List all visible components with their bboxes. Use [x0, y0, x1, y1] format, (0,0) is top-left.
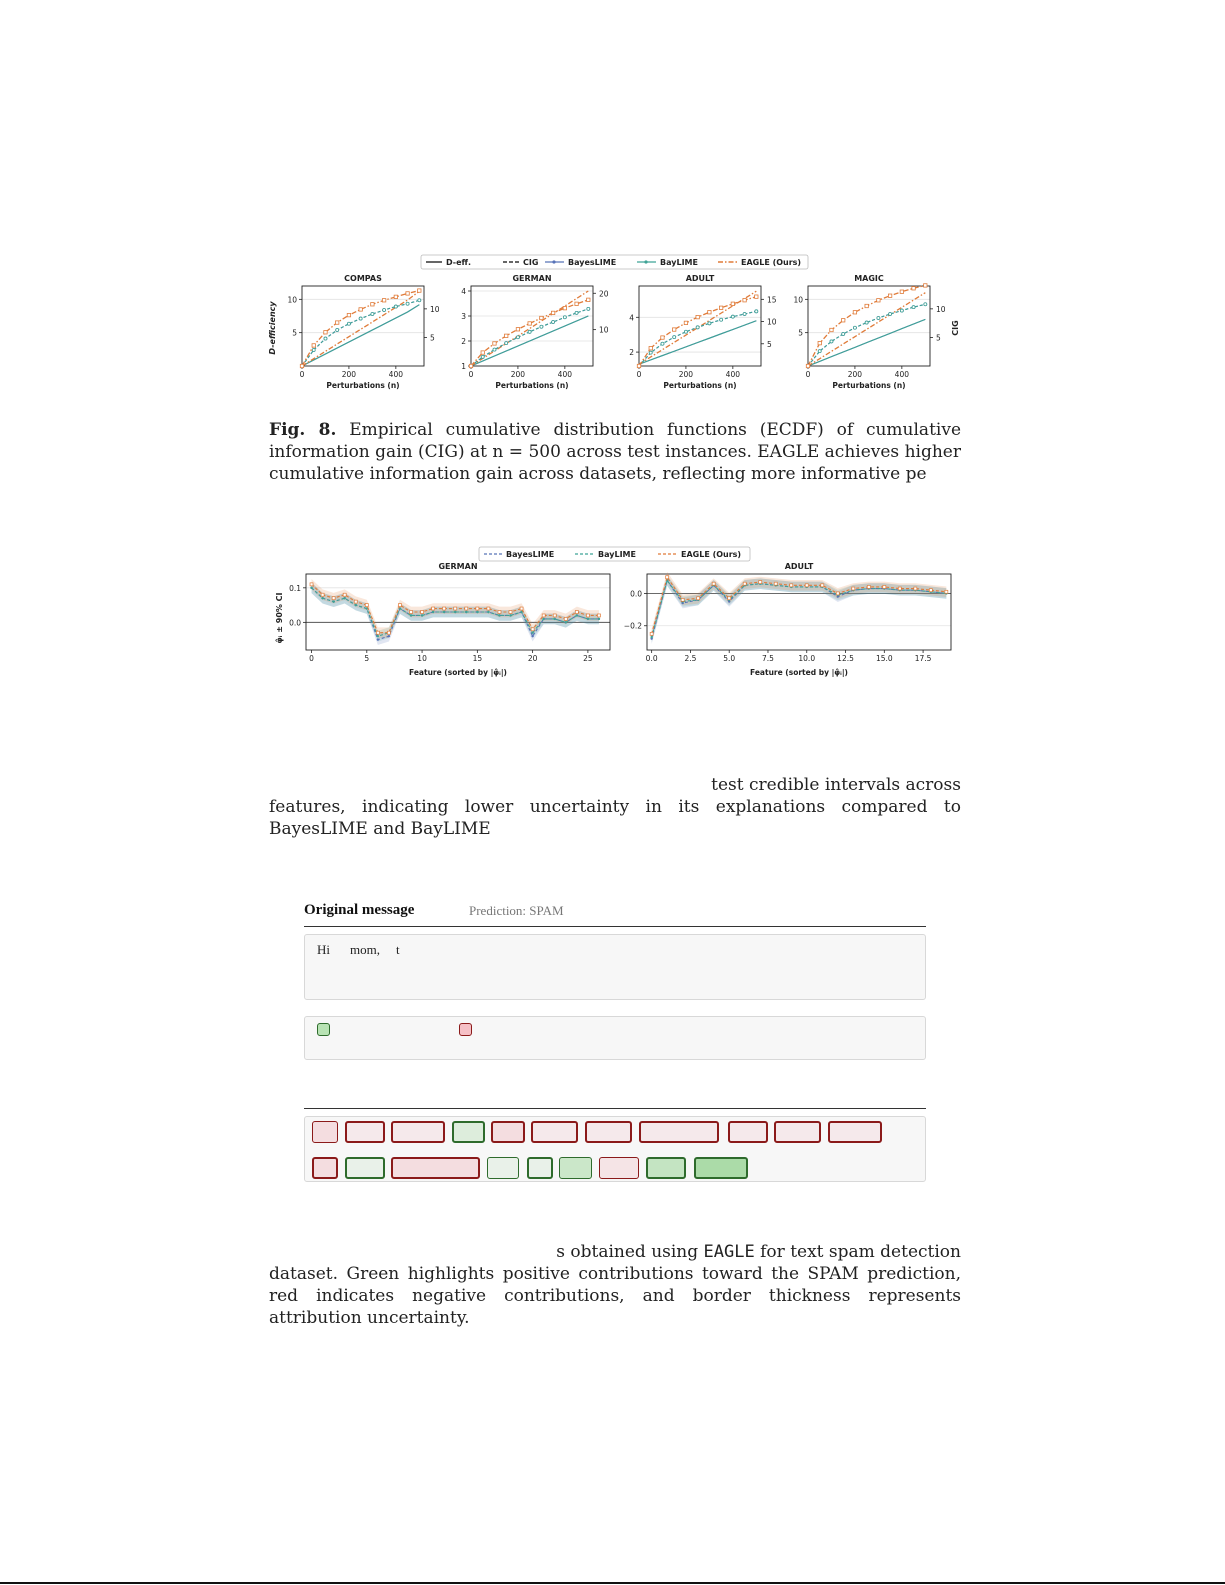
positive-token: [345, 1157, 385, 1179]
chart-title: GERMAN: [438, 562, 478, 571]
data-point: [355, 604, 357, 606]
data-point: [877, 317, 880, 320]
fig8-caption-label: Fig. 8.: [269, 420, 337, 440]
data-point: [377, 638, 379, 640]
data-point: [774, 582, 777, 585]
x-tick-label: 12.5: [837, 654, 854, 663]
data-point: [673, 336, 676, 339]
token-panel-divider: [304, 1108, 926, 1109]
data-point: [681, 598, 684, 601]
fig9-y-axis-label: φ̂ᵢ ± 90% CI: [275, 592, 284, 644]
data-point: [712, 582, 715, 585]
data-point: [528, 330, 531, 333]
data-point: [853, 311, 856, 314]
data-point: [684, 330, 687, 333]
data-point: [898, 587, 901, 590]
token-panel: [304, 1116, 926, 1182]
chart-title: MAGIC: [854, 274, 884, 283]
negative-token: [585, 1121, 632, 1143]
data-point: [867, 585, 870, 588]
y-tick-label: 10: [793, 295, 803, 305]
data-point: [310, 583, 313, 586]
x-tick-label: 0: [636, 370, 642, 379]
legend-cig: CIG: [523, 258, 539, 267]
x-tick-label: 0: [309, 654, 314, 663]
data-point: [563, 316, 566, 319]
x-axis-label: Feature (sorted by |φ̂ᵢ|): [409, 668, 507, 677]
series-line: [302, 291, 419, 366]
data-point: [498, 614, 500, 616]
y2-tick-label: 10: [430, 304, 440, 314]
x-tick-label: 7.5: [762, 654, 774, 663]
legend9-baylime: BayLIME: [598, 550, 636, 559]
negative-token: [391, 1121, 445, 1143]
data-point: [900, 309, 903, 312]
positive-token: [527, 1157, 553, 1179]
series-line: [808, 304, 925, 366]
data-point: [476, 611, 478, 613]
data-point: [540, 316, 543, 319]
fig10-prediction: Prediction: SPAM: [469, 903, 564, 918]
data-point: [324, 337, 327, 340]
data-point: [696, 315, 699, 318]
x-tick-label: 5.0: [723, 654, 736, 663]
x-tick-label: 20: [527, 654, 538, 663]
y-tick-label: 2: [629, 348, 634, 358]
data-point: [790, 584, 793, 587]
x-tick-label: 200: [847, 370, 863, 379]
fig9-caption-rest: features, indicating lower uncertainty in its explanations compared to BayesLIME and BayLIME: [269, 797, 961, 839]
data-point: [481, 351, 484, 354]
x-tick-label: 0: [805, 370, 811, 379]
negative-token: [491, 1121, 525, 1143]
y-tick-label: 0.0: [289, 618, 301, 628]
data-point: [637, 364, 640, 367]
x-tick-label: 400: [388, 370, 404, 379]
data-point: [743, 299, 746, 302]
figure-8: [0, 250, 1225, 405]
data-point: [587, 298, 590, 301]
negative-token: [312, 1157, 338, 1179]
data-point: [509, 611, 512, 614]
data-point: [830, 328, 833, 331]
data-point: [755, 295, 758, 298]
data-point: [551, 311, 554, 314]
data-point: [889, 313, 892, 316]
positive-token: [694, 1157, 748, 1179]
negative-swatch: [459, 1023, 472, 1036]
y-tick-label: 0.0: [630, 589, 642, 599]
fig9-panel-german: [289, 562, 610, 678]
data-point: [586, 614, 589, 617]
data-point: [387, 631, 390, 634]
data-point: [505, 342, 508, 345]
negative-token: [391, 1157, 480, 1179]
y2-tick-label: 5: [430, 333, 435, 343]
data-point: [728, 597, 731, 600]
legend-deff: D-eff.: [446, 258, 472, 267]
data-point: [487, 611, 489, 613]
fig10-caption-line1-end: for text spam detection: [760, 1242, 961, 1262]
data-point: [354, 600, 357, 603]
data-point: [509, 614, 511, 616]
data-point: [883, 585, 886, 588]
data-point: [421, 614, 423, 616]
data-point: [841, 319, 844, 322]
y2-tick-label: 5: [767, 339, 772, 349]
data-point: [912, 287, 915, 290]
y-tick-label: 5: [292, 328, 297, 338]
fig8-right-axis-label: CIG: [951, 320, 960, 336]
data-point: [476, 607, 479, 610]
data-point: [565, 621, 567, 623]
data-point: [865, 304, 868, 307]
data-point: [924, 303, 927, 306]
series-line: [639, 297, 756, 366]
negative-token: [728, 1121, 768, 1143]
x-axis-label: Perturbations (n): [326, 381, 400, 390]
data-point: [465, 611, 467, 613]
data-point: [818, 341, 821, 344]
data-point: [443, 611, 445, 613]
series-line: [808, 285, 925, 366]
data-point: [531, 632, 533, 634]
data-point: [410, 611, 413, 614]
data-point: [300, 364, 303, 367]
data-point: [398, 604, 401, 607]
y-tick-label: 1: [461, 362, 466, 371]
data-point: [359, 317, 362, 320]
data-point: [743, 313, 746, 316]
data-point: [697, 597, 700, 600]
data-point: [365, 604, 368, 607]
x-tick-label: 15: [472, 654, 483, 663]
data-point: [493, 342, 496, 345]
series-line: [808, 304, 925, 366]
fig8-caption: [269, 419, 961, 485]
data-point: [830, 340, 833, 343]
data-point: [553, 614, 556, 617]
data-point: [649, 347, 652, 350]
chart-title: ADULT: [784, 562, 814, 571]
data-point: [836, 592, 839, 595]
series-line: [302, 291, 419, 366]
x-tick-label: 2.5: [684, 654, 697, 663]
y-tick-label: 3: [461, 312, 466, 321]
fig10-caption-line1: [269, 1241, 961, 1263]
data-point: [587, 618, 589, 620]
data-point: [598, 618, 600, 620]
fig9-legend: [479, 547, 750, 561]
data-point: [406, 292, 409, 295]
y-tick-label: 2: [461, 337, 466, 346]
data-point: [376, 631, 379, 634]
y-tick-label: 4: [629, 313, 634, 323]
data-point: [708, 322, 711, 325]
y2-tick-label: 5: [936, 333, 941, 343]
data-point: [528, 322, 531, 325]
data-point: [806, 364, 809, 367]
y2-tick-label: 10: [599, 325, 609, 335]
x-tick-label: 200: [341, 370, 357, 379]
data-point: [661, 336, 664, 339]
positive-token: [646, 1157, 686, 1179]
data-point: [454, 611, 456, 613]
legend-bayeslime: BayesLIME: [568, 258, 617, 267]
data-point: [554, 618, 556, 620]
negative-token: [828, 1121, 882, 1143]
data-point: [382, 299, 385, 302]
data-point: [418, 299, 421, 302]
x-tick-label: 10.0: [798, 654, 816, 663]
message-word: mom,: [350, 942, 380, 957]
fig9-caption-fragment: test credible intervals across: [711, 775, 961, 795]
legend-eagle: EAGLE (Ours): [741, 258, 802, 267]
data-point: [575, 611, 578, 614]
legend-marker-baylime: [644, 260, 647, 263]
data-point: [945, 590, 948, 593]
data-point: [432, 611, 434, 613]
y-tick-label: −0.2: [623, 621, 642, 631]
negative-token: [345, 1121, 385, 1143]
x-tick-label: 17.5: [914, 654, 932, 663]
data-point: [597, 614, 600, 617]
data-point: [552, 321, 555, 324]
data-point: [343, 597, 345, 599]
data-point: [853, 326, 856, 329]
x-tick-label: 200: [678, 370, 694, 379]
data-point: [929, 589, 932, 592]
data-point: [684, 321, 687, 324]
data-point: [498, 611, 501, 614]
data-point: [406, 302, 409, 305]
y2-tick-label: 10: [936, 304, 946, 314]
data-point: [335, 321, 338, 324]
series-line: [302, 305, 419, 366]
data-point: [465, 607, 468, 610]
data-point: [493, 348, 496, 351]
data-point: [542, 614, 545, 617]
data-point: [563, 306, 566, 309]
data-point: [332, 600, 334, 602]
message-word: Hi: [317, 942, 330, 957]
data-point: [394, 295, 397, 298]
fig8-panel-adult: [629, 274, 777, 390]
data-point: [520, 607, 523, 610]
negative-token: [639, 1121, 719, 1143]
y2-tick-label: 20: [599, 289, 609, 299]
data-point: [371, 303, 374, 306]
x-axis-label: Perturbations (n): [495, 381, 569, 390]
data-point: [759, 581, 762, 584]
data-point: [914, 587, 917, 590]
fig10-caption-rest: dataset. Green highlights positive contributions toward the SPAM prediction, red indicates negative contributions, and border thickness represents attribution uncertainty.: [269, 1264, 961, 1328]
fig10-caption-code: EAGLE: [703, 1242, 755, 1262]
data-point: [418, 289, 421, 292]
x-axis-label: Perturbations (n): [663, 381, 737, 390]
data-point: [842, 333, 845, 336]
series-line: [808, 319, 925, 366]
data-point: [720, 318, 723, 321]
data-point: [516, 328, 519, 331]
data-point: [649, 351, 652, 354]
data-point: [347, 313, 350, 316]
data-point: [421, 611, 424, 614]
data-point: [575, 311, 578, 314]
data-point: [371, 313, 374, 316]
page-bottom-rule: [0, 1582, 1225, 1584]
fig8-panel-compas: [287, 274, 439, 390]
data-point: [321, 597, 323, 599]
fig8-left-axis-label: D-efficiency: [268, 301, 277, 355]
data-point: [516, 336, 519, 339]
data-point: [650, 636, 652, 638]
data-point: [672, 328, 675, 331]
x-tick-label: 10: [417, 654, 427, 663]
x-tick-label: 0: [468, 370, 474, 379]
figure-9: [0, 540, 1225, 690]
series-line: [471, 309, 588, 366]
positive-token: [452, 1121, 485, 1143]
data-point: [818, 350, 821, 353]
data-point: [343, 593, 346, 596]
y-tick-label: 0.1: [289, 583, 301, 593]
data-point: [531, 628, 534, 631]
data-point: [332, 597, 335, 600]
negative-token: [599, 1157, 639, 1179]
data-point: [696, 326, 699, 329]
data-point: [888, 294, 891, 297]
x-tick-label: 5: [364, 654, 370, 663]
series-line: [471, 309, 588, 366]
data-point: [755, 310, 758, 313]
fig10-caption: [269, 1241, 961, 1329]
data-point: [805, 584, 808, 587]
data-point: [336, 329, 339, 332]
fig10-header-title: Original message: [304, 902, 415, 918]
data-point: [731, 302, 734, 305]
x-tick-label: 400: [557, 370, 573, 379]
data-point: [347, 322, 350, 325]
positive-swatch: [317, 1023, 330, 1036]
x-axis-label: Feature (sorted by |φ̂ᵢ|): [750, 668, 848, 677]
data-point: [469, 364, 472, 367]
y-tick-label: 4: [461, 287, 466, 296]
data-point: [481, 355, 484, 358]
data-point: [924, 284, 927, 287]
data-point: [576, 614, 578, 616]
fig9-panel-adult: [624, 562, 951, 678]
x-tick-label: 0.0: [645, 654, 658, 663]
data-point: [587, 307, 590, 310]
chart-title: GERMAN: [512, 274, 552, 283]
negative-token: [531, 1121, 578, 1143]
data-point: [454, 607, 457, 610]
y-tick-label: 10: [287, 295, 297, 305]
data-point: [321, 593, 324, 596]
data-point: [383, 309, 386, 312]
fig8-panel-german: [461, 274, 609, 390]
data-point: [542, 618, 544, 620]
data-point: [575, 302, 578, 305]
x-tick-label: 25: [583, 654, 593, 663]
legend9-bayeslime: BayesLIME: [506, 550, 555, 559]
data-point: [324, 331, 327, 334]
data-point: [865, 321, 868, 324]
x-tick-label: 200: [510, 370, 526, 379]
data-point: [531, 635, 533, 637]
legend-baylime: BayLIME: [660, 258, 698, 267]
data-point: [821, 584, 824, 587]
negative-token: [774, 1121, 821, 1143]
legend9-eagle: EAGLE (Ours): [681, 550, 742, 559]
data-point: [504, 334, 507, 337]
data-point: [312, 349, 315, 352]
data-point: [666, 576, 669, 579]
x-tick-label: 15.0: [875, 654, 893, 663]
legend-panel: [304, 1016, 926, 1060]
x-axis-label: Perturbations (n): [832, 381, 906, 390]
data-point: [661, 342, 664, 345]
data-point: [708, 311, 711, 314]
data-point: [650, 632, 653, 635]
data-point: [388, 635, 390, 637]
y-tick-label: 5: [798, 328, 803, 338]
data-point: [743, 582, 746, 585]
message-panel: [304, 934, 926, 1000]
series-line: [471, 291, 588, 366]
data-point: [487, 607, 490, 610]
chart-title: ADULT: [685, 274, 715, 283]
data-point: [377, 635, 379, 637]
fig10-caption-fragment: s obtained using: [556, 1242, 699, 1262]
data-point: [540, 325, 543, 328]
chart-title: COMPAS: [344, 274, 382, 283]
data-point: [410, 614, 412, 616]
message-word: t: [396, 942, 400, 957]
data-point: [564, 617, 567, 620]
x-tick-label: 400: [725, 370, 741, 379]
series-line: [808, 293, 925, 366]
data-point: [912, 306, 915, 309]
data-point: [731, 315, 734, 318]
data-point: [719, 306, 722, 309]
data-point: [312, 344, 315, 347]
data-point: [877, 299, 880, 302]
y2-tick-label: 15: [767, 295, 777, 305]
data-point: [310, 587, 312, 589]
data-point: [394, 305, 397, 308]
positive-token: [487, 1157, 519, 1179]
data-point: [852, 587, 855, 590]
x-tick-label: 0: [299, 370, 305, 379]
fig10-header: [304, 902, 926, 927]
negative-token: [312, 1121, 338, 1143]
data-point: [359, 308, 362, 311]
x-tick-label: 400: [894, 370, 910, 379]
fig8-legend: [421, 255, 808, 269]
data-point: [432, 607, 435, 610]
positive-token: [559, 1157, 592, 1179]
legend-marker-bayeslime: [552, 260, 555, 263]
y2-tick-label: 10: [767, 317, 777, 327]
data-point: [443, 607, 446, 610]
fig8-panel-magic: [793, 274, 945, 390]
fig8-caption-text: Empirical cumulative distribution functions (ECDF) of cumulative information gain (CIG) at n = 500 across test instances. EAGLE achieves higher cumulative information gain across datasets, reflecting more informative pe: [269, 420, 962, 484]
data-point: [900, 290, 903, 293]
fig9-caption: [269, 774, 961, 840]
